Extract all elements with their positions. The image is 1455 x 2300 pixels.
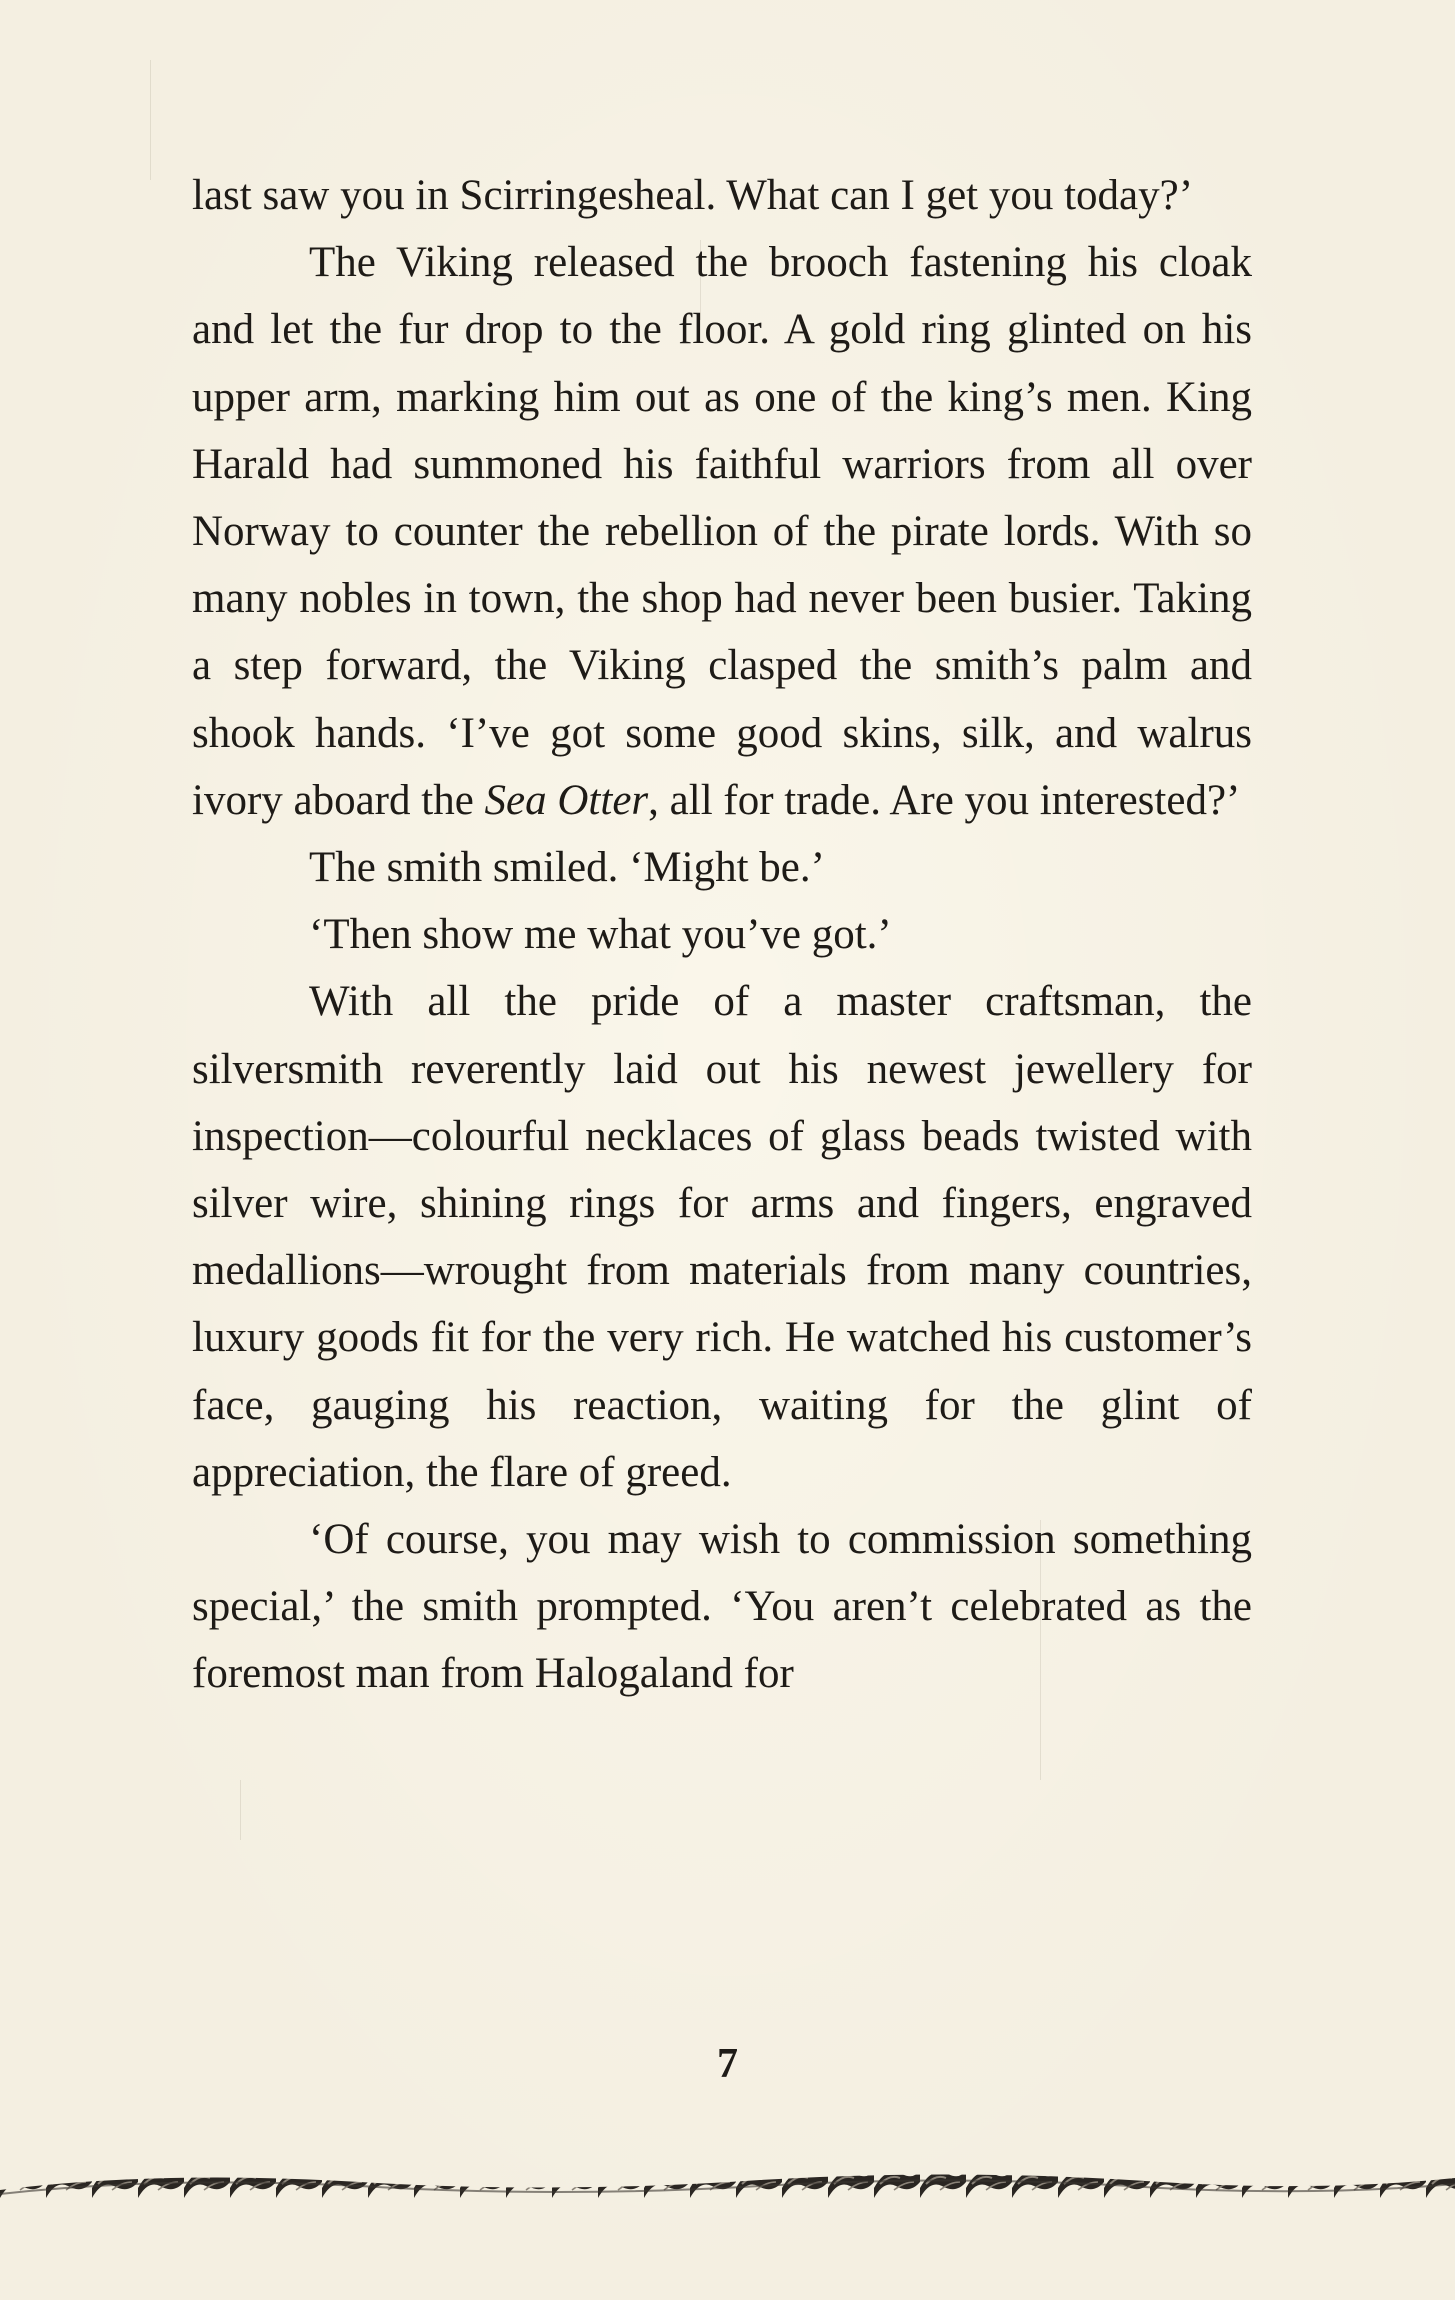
paragraph: [192, 901, 1252, 968]
paragraph: [192, 162, 1252, 229]
scan-artifact: [150, 60, 151, 180]
ship-name: Sea Otter: [484, 776, 649, 824]
decorative-rope-border: [0, 2160, 1455, 2220]
paragraph-text: , all for trade. Are you interested?’: [648, 776, 1241, 824]
scan-artifact: [240, 1780, 241, 1840]
paragraph-text: The smith smiled. ‘Might be.’: [309, 844, 825, 892]
paragraph-text: With all the pride of a master craftsman, the silversmith reverently laid out his newest jewellery for inspection—colourful necklaces of glass beads twisted with silver wire, shining rings for arms and fingers, engraved medallions—wrought from materials from many countries, luxury goods fit for the very rich. He watched his customer’s face, gauging his reaction, waiting for the glint of appreciation, the flare of greed.: [192, 978, 1252, 1496]
paragraph-text: ‘Then show me what you’ve got.’: [309, 911, 892, 959]
paragraph-text: last saw you in Scirringesheal. What can I get you today?’: [192, 172, 1194, 219]
page-number: 7: [717, 2041, 738, 2087]
body-text: [192, 162, 1252, 1708]
paragraph: [192, 968, 1252, 1506]
paragraph-text: The Viking released the brooch fastening his cloak and let the fur drop to the floor. A gold ring glinted on his upper arm, marking him out as one of the king’s men. King Harald had summoned his faithful warriors from all over Norway to counter the rebellion of the pirate lords. With so many nobles in town, the shop had never been busier. Taking a step forward, the Viking clasped the smith’s palm and shook hands. ‘I’ve got some good skins, silk, and walrus ivory aboard the: [192, 239, 1252, 824]
paragraph: [192, 1506, 1252, 1708]
paragraph: [192, 834, 1252, 901]
paragraph: [192, 229, 1252, 834]
paragraph-text: ‘Of course, you may wish to commission something special,’ the smith prompted. ‘You aren’t celebrated as the foremost man from Halogaland for: [192, 1516, 1252, 1698]
